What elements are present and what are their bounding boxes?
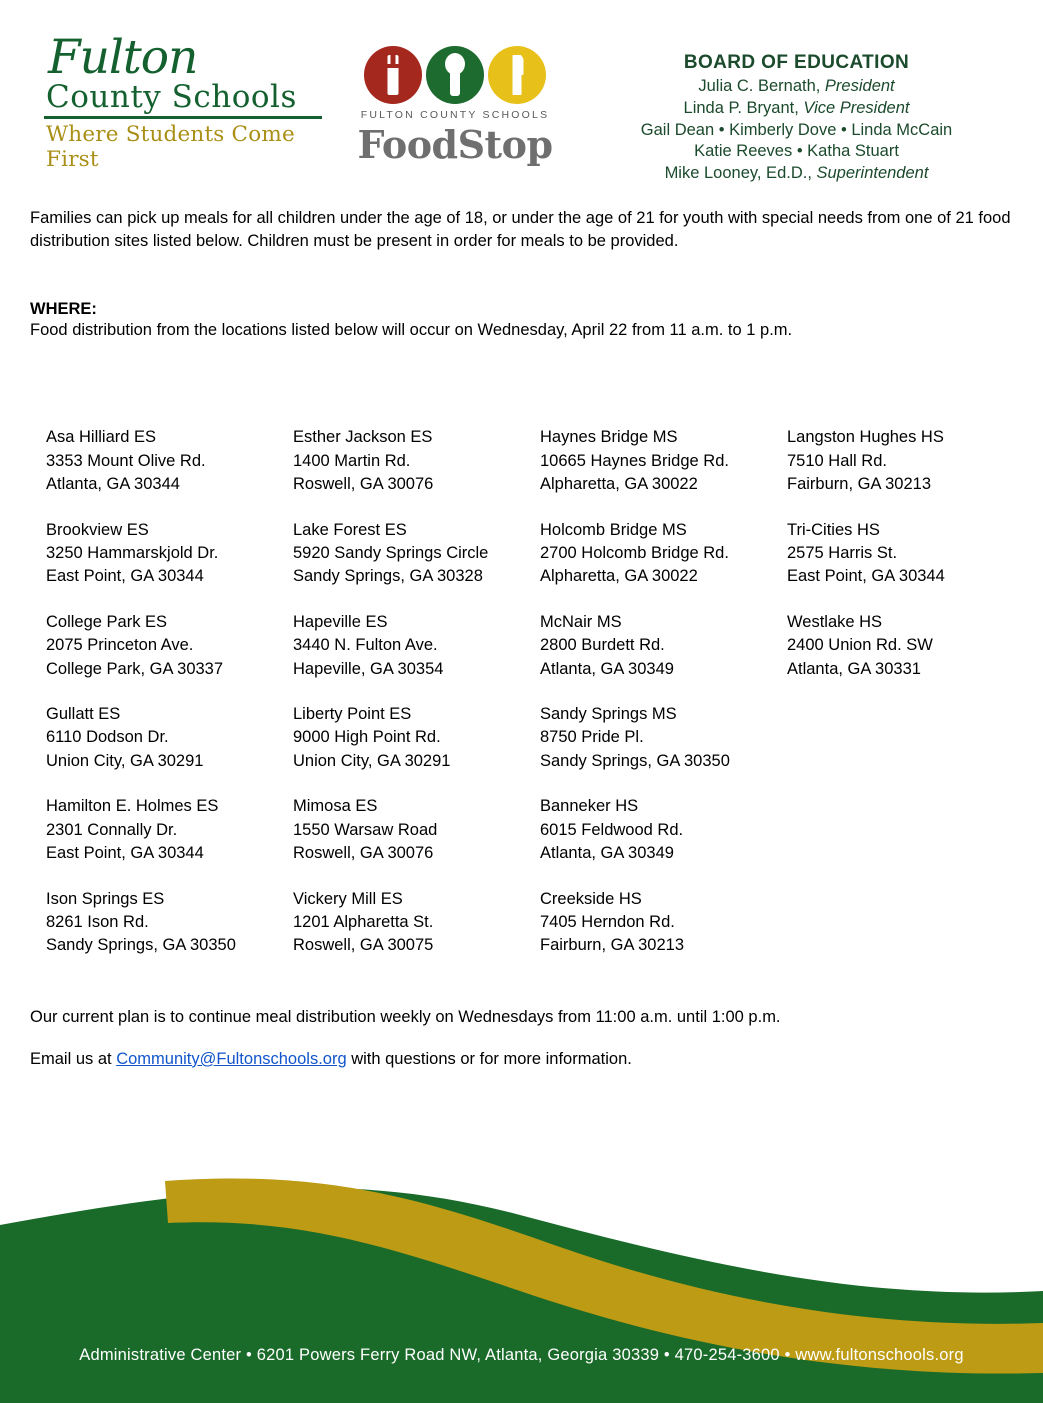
footer-decoration — [0, 1173, 1043, 1403]
site-street: 1400 Martin Rd. — [293, 451, 411, 470]
list-item — [293, 519, 540, 589]
fulton-county-schools-logo — [30, 28, 330, 172]
logo-county-text: County Schools — [46, 78, 297, 115]
footer-green-wave — [0, 1188, 1043, 1403]
document-body — [0, 207, 1043, 1072]
site-street: 3353 Mount Olive Rd. — [46, 451, 206, 470]
list-item — [787, 426, 1017, 496]
site-street: 1201 Alpharetta St. — [293, 913, 434, 932]
site-city: Roswell, GA 30075 — [293, 936, 434, 955]
site-name: Haynes Bridge MS — [540, 428, 678, 447]
site-name: Hamilton E. Holmes ES — [46, 797, 219, 816]
site-name: Lake Forest ES — [293, 520, 407, 539]
board-member-name: Katie Reeves • Katha Stuart — [694, 142, 899, 161]
page-header — [0, 0, 1043, 190]
site-city: Alpharetta, GA 30022 — [540, 567, 698, 586]
site-city: Sandy Springs, GA 30328 — [293, 567, 483, 586]
site-name: Brookview ES — [46, 520, 149, 539]
site-street: 2301 Connally Dr. — [46, 820, 178, 839]
foodstop-logo — [330, 28, 580, 167]
list-item — [293, 703, 540, 773]
fork-icon — [364, 46, 422, 104]
site-street: 7510 Hall Rd. — [787, 451, 887, 470]
foodstop-subtitle: FULTON COUNTY SCHOOLS — [360, 109, 550, 121]
site-street: 2575 Harris St. — [787, 543, 898, 562]
list-item — [540, 611, 787, 681]
site-city: Atlanta, GA 30344 — [46, 475, 180, 494]
foodstop-wordmark: FoodStop — [357, 122, 553, 167]
site-name: Langston Hughes HS — [787, 428, 944, 447]
board-member-row — [580, 76, 1013, 98]
site-street: 10665 Haynes Bridge Rd. — [540, 451, 729, 470]
site-street: 8261 Ison Rd. — [46, 913, 149, 932]
board-member-name: Julia C. Bernath, — [698, 77, 825, 96]
site-name: Asa Hilliard ES — [46, 428, 157, 447]
board-member-name: Linda P. Bryant, — [683, 98, 804, 117]
board-member-row — [580, 141, 1013, 163]
board-member-role: Vice President — [803, 98, 910, 117]
plan-paragraph: Our current plan is to continue meal distribution weekly on Wednesdays from 11:00 a.m. until 1:00 p.m. — [30, 1007, 781, 1026]
sites-column-3 — [540, 426, 787, 980]
site-city: Atlanta, GA 30331 — [787, 659, 921, 678]
site-name: College Park ES — [46, 612, 168, 631]
site-street: 6110 Dodson Dr. — [46, 728, 169, 747]
site-name: Vickery Mill ES — [293, 889, 403, 908]
site-city: East Point, GA 30344 — [46, 844, 204, 863]
list-item — [293, 888, 540, 958]
site-street: 3440 N. Fulton Ave. — [293, 636, 438, 655]
list-item — [46, 888, 293, 958]
site-name: Holcomb Bridge MS — [540, 520, 687, 539]
board-title: BOARD OF EDUCATION — [683, 52, 910, 73]
sites-column-1 — [46, 426, 293, 980]
spoon-icon — [426, 46, 484, 104]
site-street: 1550 Warsaw Road — [293, 820, 438, 839]
site-name: Banneker HS — [540, 797, 639, 816]
site-city: Sandy Springs, GA 30350 — [46, 936, 236, 955]
site-city: Sandy Springs, GA 30350 — [540, 751, 730, 770]
site-name: Esther Jackson ES — [293, 428, 433, 447]
email-prefix: Email us at — [30, 1049, 117, 1068]
site-city: East Point, GA 30344 — [46, 567, 204, 586]
site-name: Sandy Springs MS — [540, 705, 677, 724]
closing-notes — [30, 1006, 1013, 1072]
site-street: 9000 High Point Rd. — [293, 728, 441, 747]
foodstop-icon-group — [330, 42, 580, 104]
list-item — [787, 519, 1017, 589]
site-city: Union City, GA 30291 — [46, 751, 204, 770]
list-item — [293, 795, 540, 865]
list-item — [540, 888, 787, 958]
site-name: Tri-Cities HS — [787, 520, 880, 539]
logo-tagline: Where Students Come First — [46, 122, 295, 173]
list-item — [540, 519, 787, 589]
sites-column-2 — [293, 426, 540, 980]
site-city: Fairburn, GA 30213 — [787, 475, 932, 494]
intro-paragraph: Families can pick up meals for all children under the age of 18, or under the age of 21 for youth with special needs from one of 21 food distribution sites listed below. Children must be present in order for meals to be provided. — [30, 208, 1011, 250]
list-item — [787, 611, 1017, 681]
email-paragraph — [30, 1048, 1013, 1072]
list-item — [46, 426, 293, 496]
site-street: 7405 Herndon Rd. — [540, 913, 675, 932]
board-member-name: Gail Dean • Kimberly Dove • Linda McCain — [640, 120, 953, 139]
where-label: WHERE: — [30, 299, 97, 318]
site-street: 2800 Burdett Rd. — [540, 636, 665, 655]
board-member-role: President — [824, 77, 895, 96]
site-city: Atlanta, GA 30349 — [540, 844, 674, 863]
list-item — [540, 426, 787, 496]
email-link[interactable]: Community@Fultonschools.org — [116, 1049, 347, 1068]
site-name: Westlake HS — [787, 612, 883, 631]
site-city: Union City, GA 30291 — [293, 751, 451, 770]
list-item — [46, 611, 293, 681]
site-name: McNair MS — [540, 612, 622, 631]
site-street: 8750 Pride Pl. — [540, 728, 644, 747]
site-city: Roswell, GA 30076 — [293, 844, 434, 863]
list-item — [540, 795, 787, 865]
list-item — [46, 519, 293, 589]
site-city: Fairburn, GA 30213 — [540, 936, 685, 955]
site-name: Liberty Point ES — [293, 705, 412, 724]
board-member-row — [580, 120, 1013, 142]
site-street: 3250 Hammarskjold Dr. — [46, 543, 219, 562]
superintendent-role: Superintendent — [816, 164, 929, 183]
site-city: Hapeville, GA 30354 — [293, 659, 444, 678]
board-member-row — [580, 98, 1013, 120]
site-name: Mimosa ES — [293, 797, 378, 816]
sites-column-4 — [787, 426, 1017, 980]
spacer — [30, 270, 1013, 300]
site-city: Roswell, GA 30076 — [293, 475, 434, 494]
site-name: Creekside HS — [540, 889, 642, 908]
site-city: College Park, GA 30337 — [46, 659, 224, 678]
list-item — [46, 703, 293, 773]
site-street: 2700 Holcomb Bridge Rd. — [540, 543, 729, 562]
site-city: Atlanta, GA 30349 — [540, 659, 674, 678]
site-street: 2075 Princeton Ave. — [46, 636, 194, 655]
list-item — [540, 703, 787, 773]
logo-script-text: Fulton — [48, 30, 198, 85]
list-item — [293, 611, 540, 681]
site-name: Ison Springs ES — [46, 889, 165, 908]
list-item — [293, 426, 540, 496]
footer-contact-line: Administrative Center • 6201 Powers Ferry Road NW, Atlanta, Georgia 30339 • 470-254-3600 • www.fultonschools.org — [79, 1346, 964, 1364]
site-name: Hapeville ES — [293, 612, 388, 631]
site-street: 5920 Sandy Springs Circle — [293, 543, 489, 562]
site-city: East Point, GA 30344 — [787, 567, 945, 586]
knife-icon — [488, 46, 546, 104]
site-name: Gullatt ES — [46, 705, 121, 724]
email-suffix: with questions or for more information. — [346, 1049, 632, 1068]
where-text: Food distribution from the locations listed below will occur on Wednesday, April 22 from 11 a.m. to 1 p.m. — [30, 320, 793, 339]
board-member-row — [580, 163, 1013, 185]
site-street: 2400 Union Rd. SW — [787, 636, 933, 655]
site-city: Alpharetta, GA 30022 — [540, 475, 698, 494]
logo-divider — [44, 116, 322, 119]
board-of-education-block — [580, 28, 1013, 185]
distribution-sites-list — [30, 426, 1013, 980]
superintendent-name: Mike Looney, Ed.D., — [664, 164, 817, 183]
list-item — [46, 795, 293, 865]
site-street: 6015 Feldwood Rd. — [540, 820, 684, 839]
